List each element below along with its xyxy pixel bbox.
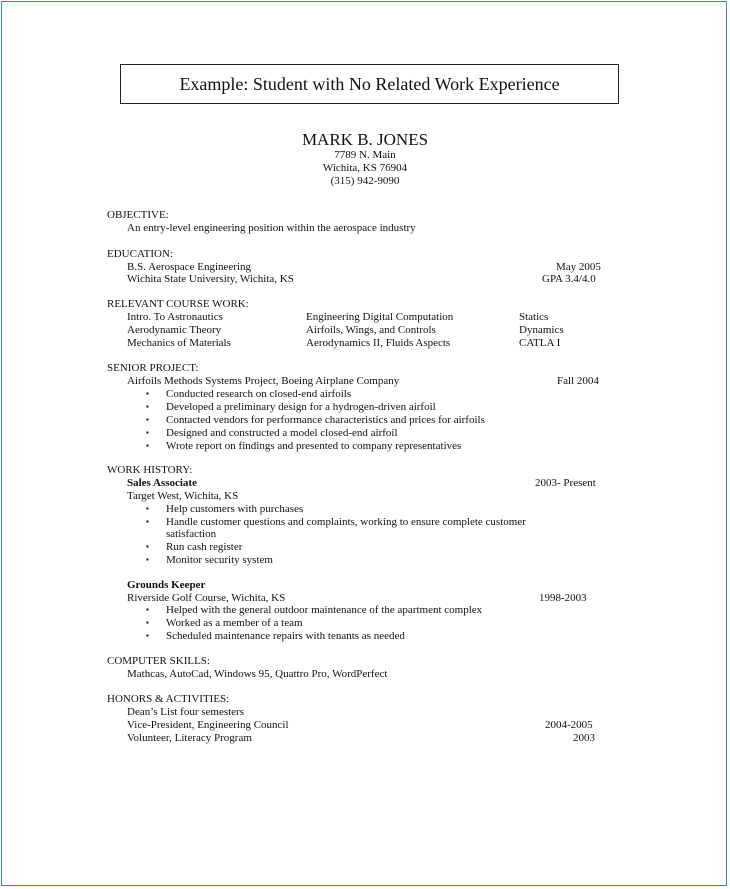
- objective-heading: OBJECTIVE:: [107, 209, 169, 221]
- course-item: CATLA I: [519, 337, 561, 349]
- coursework-heading: RELEVANT COURSE WORK:: [107, 298, 249, 310]
- job2-dates: 1998-2003: [539, 592, 587, 604]
- phone-number: (315) 942-9090: [330, 175, 400, 187]
- objective-text: An entry-level engineering position within the aerospace industry: [127, 222, 416, 234]
- project-bullet: Developed a preliminary design for a hydrogen-driven airfoil: [166, 401, 436, 413]
- project-bullet: Designed and constructed a model closed-end airfoil: [166, 427, 398, 439]
- work-heading: WORK HISTORY:: [107, 464, 193, 476]
- bullet: ▪: [146, 428, 149, 437]
- course-item: Dynamics: [519, 324, 564, 336]
- education-date: May 2005: [556, 261, 601, 273]
- bullet: ▪: [146, 555, 149, 564]
- honors-item: Dean’s List four semesters: [127, 706, 244, 718]
- example-banner: [120, 64, 619, 104]
- job1-bullet-continuation: satisfaction: [166, 528, 217, 540]
- bullet: ▪: [146, 389, 149, 398]
- job1-bullet: Help customers with purchases: [166, 503, 304, 515]
- job2-bullet: Helped with the general outdoor maintenance of the apartment complex: [166, 604, 483, 616]
- project-bullet: Contacted vendors for performance characteristics and prices for airfoils: [166, 414, 485, 426]
- candidate-name: MARK B. JONES: [301, 130, 429, 149]
- education-heading: EDUCATION:: [107, 248, 173, 260]
- education-degree: B.S. Aerospace Engineering: [127, 261, 252, 273]
- skills-text: Mathcas, AutoCad, Windows 95, Quattro Pro, WordPerfect: [127, 668, 388, 680]
- honors-date: 2003: [573, 732, 595, 744]
- job2-bullet: Scheduled maintenance repairs with tenants as needed: [166, 630, 405, 642]
- course-item: Aerodynamics II, Fluids Aspects: [306, 337, 451, 349]
- bullet: ▪: [146, 618, 149, 627]
- honors-heading: HONORS & ACTIVITIES:: [107, 693, 230, 705]
- project-title: Airfoils Methods Systems Project, Boeing Airplane Company: [127, 375, 400, 387]
- job2-title: Grounds Keeper: [127, 579, 206, 591]
- course-item: Aerodynamic Theory: [127, 324, 222, 336]
- project-date: Fall 2004: [557, 375, 599, 387]
- bullet: ▪: [146, 504, 149, 513]
- course-item: Airfoils, Wings, and Controls: [306, 324, 436, 336]
- skills-heading: COMPUTER SKILLS:: [107, 655, 210, 667]
- education-school: Wichita State University, Wichita, KS: [127, 273, 294, 285]
- address-street: 7789 N. Main: [334, 149, 396, 161]
- course-item: Statics: [519, 311, 549, 323]
- bullet: ▪: [146, 542, 149, 551]
- honors-item: Volunteer, Literacy Program: [127, 732, 252, 744]
- address-city: Wichita, KS 76904: [322, 162, 408, 174]
- banner-text: Example: Student with No Related Work Experience: [179, 73, 560, 94]
- bullet: ▪: [146, 441, 149, 450]
- job1-bullet: Handle customer questions and complaints, working to ensure complete customer: [166, 516, 526, 528]
- job1-bullet: Run cash register: [166, 541, 243, 553]
- job1-dates: 2003- Present: [535, 477, 596, 489]
- project-bullet: Conducted research on closed-end airfoils: [166, 388, 352, 400]
- job1-bullet: Monitor security system: [166, 554, 273, 566]
- course-item: Engineering Digital Computation: [306, 311, 454, 323]
- honors-item: Vice-President, Engineering Council: [127, 719, 289, 731]
- job1-title: Sales Associate: [127, 477, 197, 489]
- bullet: ▪: [146, 415, 149, 424]
- bullet: ▪: [146, 631, 149, 640]
- honors-date: 2004-2005: [545, 719, 593, 731]
- job2-bullet: Worked as a member of a team: [166, 617, 303, 629]
- project-heading: SENIOR PROJECT:: [107, 362, 199, 374]
- bullet: ▪: [146, 605, 149, 614]
- job1-employer: Target West, Wichita, KS: [127, 490, 239, 502]
- course-item: Intro. To Astronautics: [127, 311, 223, 323]
- bullet: ▪: [146, 517, 149, 526]
- bullet: ▪: [146, 402, 149, 411]
- project-bullet: Wrote report on findings and presented to company representatives: [166, 440, 462, 452]
- education-gpa: GPA 3.4/4.0: [542, 273, 596, 285]
- course-item: Mechanics of Materials: [127, 337, 231, 349]
- job2-employer: Riverside Golf Course, Wichita, KS: [127, 592, 286, 604]
